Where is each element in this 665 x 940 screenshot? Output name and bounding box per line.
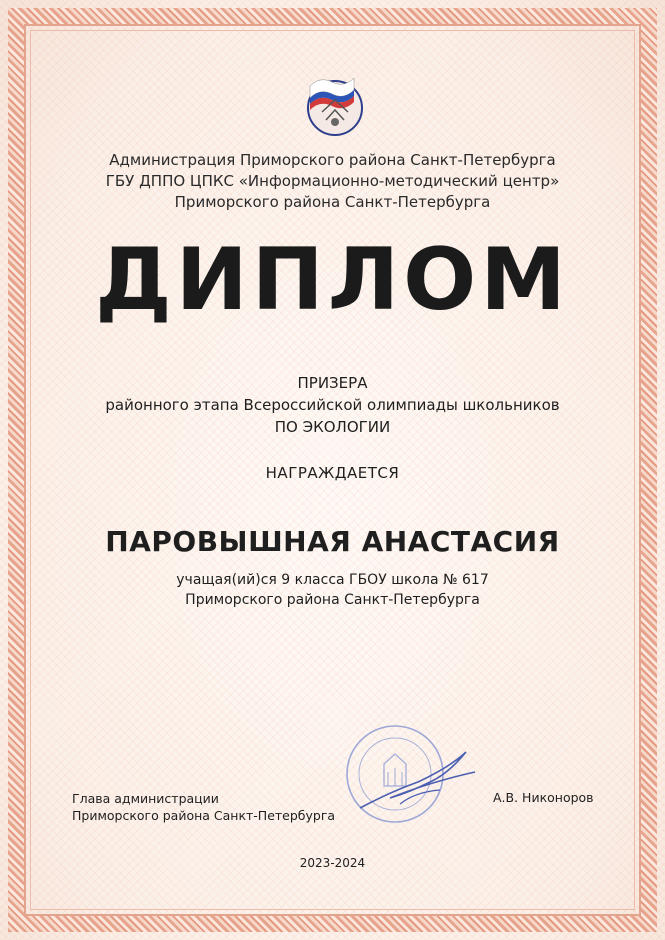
award-description	[0, 372, 665, 438]
signatory-position	[72, 790, 335, 824]
award-line-1: ПРИЗЕРА	[297, 374, 368, 392]
recipient-line-1: учащая(ий)ся 9 класса ГБОУ школа № 617	[176, 572, 489, 588]
org-line-2: ГБУ ДППО ЦПКС «Информационно-методический центр»	[105, 172, 560, 190]
recipient-details	[0, 570, 665, 610]
olympiad-emblem-icon	[292, 66, 374, 138]
awarded-label: НАГРАЖДАЕТСЯ	[265, 464, 400, 482]
award-line-3: ПО ЭКОЛОГИИ	[274, 418, 391, 436]
award-line-2: районного этапа Всероссийской олимпиады школьников	[105, 396, 560, 414]
diploma-title: ДИПЛОМ	[95, 230, 570, 330]
academic-year: 2023-2024	[299, 856, 366, 870]
position-line-1: Глава администрации	[72, 791, 219, 806]
position-line-2: Приморского района Санкт-Петербурга	[72, 808, 336, 823]
signatory-name: А.В. Никоноров	[493, 790, 594, 805]
organization-header	[0, 150, 665, 213]
org-line-1: Администрация Приморского района Санкт-Петербурга	[109, 151, 556, 169]
seal-stamp-icon	[340, 712, 485, 832]
recipient-name: ПАРОВЫШНАЯ АНАСТАСИЯ	[105, 525, 560, 558]
recipient-line-2: Приморского района Санкт-Петербурга	[185, 592, 480, 608]
org-line-3: Приморского района Санкт-Петербурга	[174, 193, 491, 211]
